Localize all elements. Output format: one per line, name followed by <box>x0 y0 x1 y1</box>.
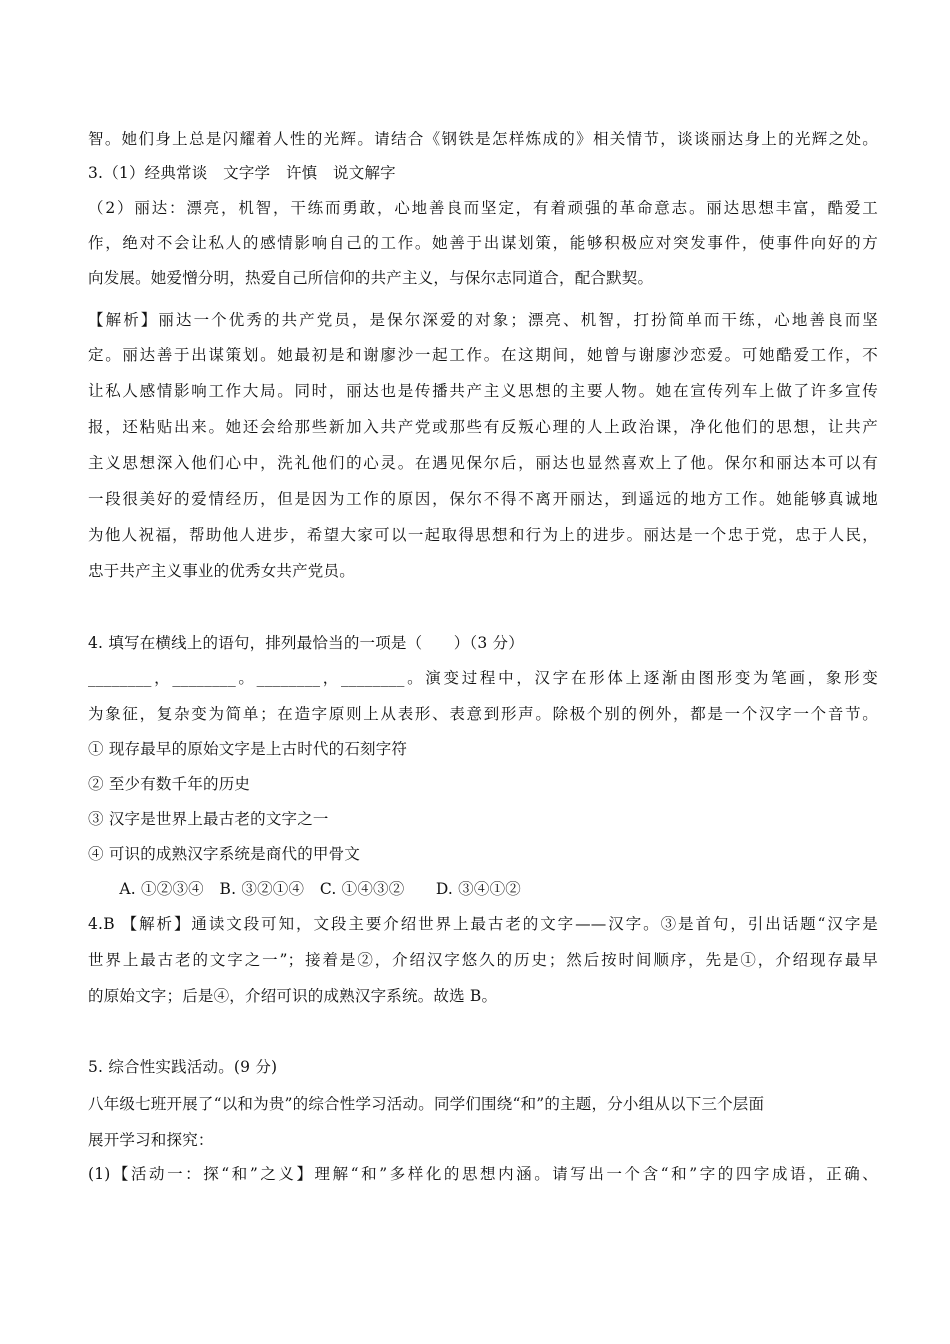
text-line: 让私人感情影响工作大局。同时，丽达也是传播共产主义思想的主要人物。她在宣传列车上做了许多宣传 <box>88 382 878 400</box>
text-line: 4.B 【解析】通读文段可知，文段主要介绍世界上最古老的文字——汉字。③是首句，引出话题“汉字是 <box>88 915 878 933</box>
text-line: ________，________。________，________。演变过程中，汉字在形体上逐渐由图形变为笔画，象形变 <box>88 669 878 687</box>
option-sentence-2: ② 至少有数千年的历史 <box>88 775 251 793</box>
text-line: 作，绝对不会让私人的感情影响自己的工作。她善于出谋划策，能够积极应对突发事件，使事件向好的方 <box>88 234 878 252</box>
text-line: 世界上最古老的文字之一”；接着是②，介绍汉字悠久的历史；然后按时间顺序，先是①，介绍现存最早 <box>88 951 878 969</box>
question-4-prompt: 4. 填写在横线上的语句，排列最恰当的一项是（ ）（3 分） <box>88 634 524 652</box>
text-line: 主义思想深入他们心中，洗礼他们的心灵。在遇见保尔后，丽达也显然喜欢上了他。保尔和丽达本可以有 <box>88 454 878 472</box>
option-sentence-4: ④ 可识的成熟汉字系统是商代的甲骨文 <box>88 845 361 863</box>
text-line: (1)【活动一：探“和”之义】理解“和”多样化的思想内涵。请写出一个含“和”字的四字成语，正确、 <box>88 1165 878 1183</box>
option-sentence-3: ③ 汉字是世界上最古老的文字之一 <box>88 810 329 828</box>
text-line: 展开学习和探究： <box>88 1131 214 1149</box>
option-sentence-1: ① 现存最早的原始文字是上古时代的石刻字符 <box>88 740 408 758</box>
text-line: 智。她们身上总是闪耀着人性的光辉。请结合《钢铁是怎样炼成的》相关情节，谈谈丽达身上的光辉之处。 <box>88 130 878 148</box>
text-line: 八年级七班开展了“以和为贵”的综合性学习活动。同学们围绕“和”的主题，分小组从以下三个层面 <box>88 1095 765 1113</box>
text-line: 的原始文字；后是④，介绍可识的成熟汉字系统。故选 B。 <box>88 987 498 1005</box>
text-line: 定。丽达善于出谋策划。她最初是和谢廖沙一起工作。在这期间，她曾与谢廖沙恋爱。可她酷爱工作，不 <box>88 346 878 364</box>
text-line: 向发展。她爱憎分明，热爱自己所信仰的共产主义，与保尔志同道合，配合默契。 <box>88 269 654 287</box>
text-line: 一段很美好的爱情经历，但是因为工作的原因，保尔不得不离开丽达，到遥远的地方工作。她能够真诚地 <box>88 490 878 508</box>
text-line: 为他人祝福，帮助他人进步，希望大家可以一起取得思想和行为上的进步。丽达是一个忠于党，忠于人民， <box>88 526 878 544</box>
question-5-prompt: 5. 综合性实践活动。(9 分) <box>88 1058 278 1076</box>
text-line: （2）丽达：漂亮，机智，干练而勇敢，心地善良而坚定，有着顽强的革命意志。丽达思想丰富，酷爱工 <box>88 199 878 217</box>
text-line: 忠于共产主义事业的优秀女共产党员。 <box>88 562 355 580</box>
text-line: 3.（1）经典常谈 文字学 许慎 说文解字 <box>88 164 396 182</box>
text-line: 【解析】丽达一个优秀的共产党员，是保尔深爱的对象；漂亮、机智，打扮简单而干练，心地善良而坚 <box>88 311 878 329</box>
text-line: 报，还粘贴出来。她还会给那些新加入共产党或那些有反叛心理的人上政治课，净化他们的思想，让共产 <box>88 418 878 436</box>
text-line: 为象征，复杂变为简单；在造字原则上从表形、表意到形声。除极个别的例外，都是一个汉字一个音节。 <box>88 705 878 723</box>
answer-choices: A. ①②③④ B. ③②①④ C. ①④③② D. ③④①② <box>88 880 521 898</box>
